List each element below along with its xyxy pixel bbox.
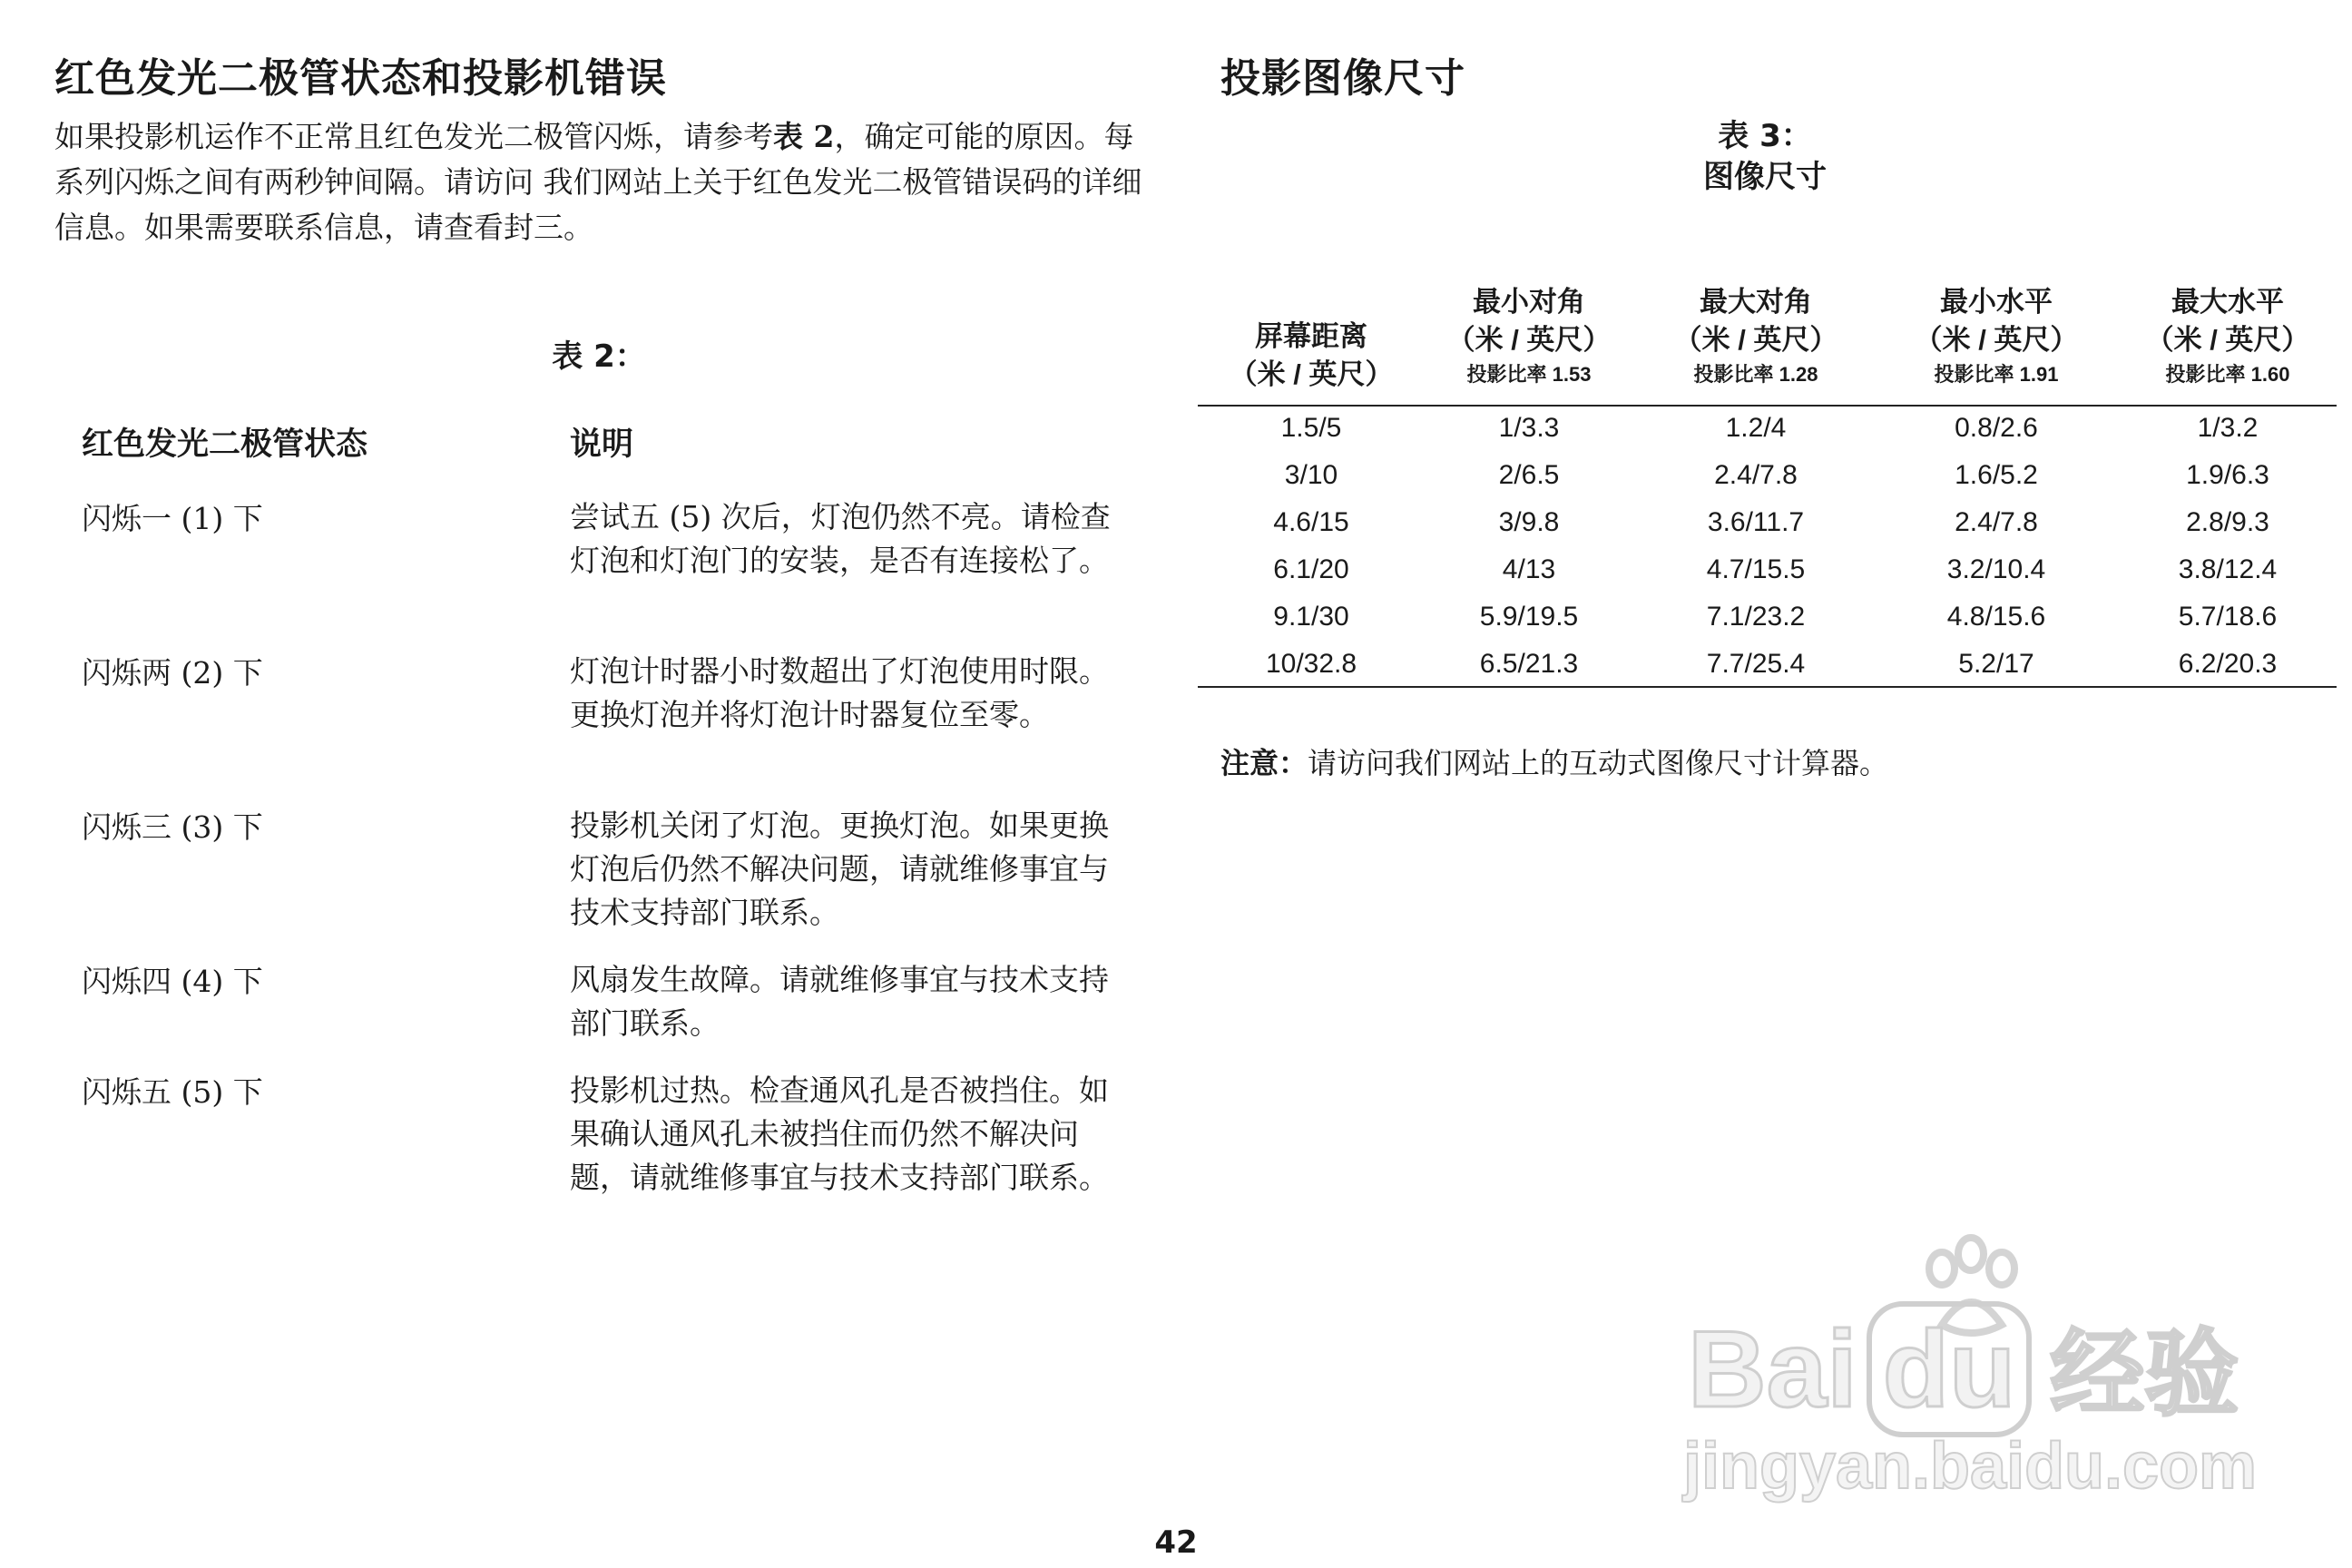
table3-cell: 5.7/18.6 xyxy=(2178,602,2278,632)
intro-text-after: ，确定可能的原因。每系列闪烁之间有两秒钟间隔。请访问 我们网站上关于红色发光二极管错误码的详细信息。如果需要联系信息，请查看封三。 xyxy=(54,119,1142,245)
watermark-brand-cn: 经验 xyxy=(2050,1322,2239,1427)
table3-header-min-diag xyxy=(1416,283,1642,390)
table2-row-desc: 尝试五 (5) 次后，灯泡仍然不亮。请检查灯泡和灯泡门的安装，是否有连接松了。 xyxy=(570,499,1111,578)
table2-row-desc: 风扇发生故障。请就维修事宜与技术支持部门联系。 xyxy=(570,962,1109,1041)
table3-cell: 1/3.3 xyxy=(1498,413,1560,443)
watermark-brand xyxy=(1688,1298,2239,1437)
table3-cell: 1.9/6.3 xyxy=(2186,460,2269,490)
table3-cell: 4.8/15.6 xyxy=(1946,602,2046,632)
watermark-url: jingyan.baidu.com xyxy=(1683,1430,2258,1503)
table3-cell: 10/32.8 xyxy=(1265,649,1357,679)
intro-table-ref: 表 2 xyxy=(773,119,835,154)
table3-cell: 2/6.5 xyxy=(1498,460,1560,490)
table3-cell: 9.1/30 xyxy=(1273,602,1349,632)
watermark-brand-du: du xyxy=(1867,1301,2033,1437)
table3-header-max-horiz xyxy=(2114,283,2341,390)
page-number: 42 xyxy=(1154,1524,1198,1561)
note-text: 请访问我们网站上的互动式图像尺寸计算器。 xyxy=(1308,746,1889,780)
table3-header-min-horiz xyxy=(1883,283,2110,390)
section-heading-image-size: 投影图像尺寸 xyxy=(1220,55,1465,102)
table3-cell: 4.6/15 xyxy=(1273,507,1349,537)
table3-header-distance xyxy=(1198,318,1425,394)
header-line2: （米 / 英尺） xyxy=(2145,324,2310,356)
watermark-brand-bai: Bai xyxy=(1688,1308,1857,1430)
header-line1: 最大对角 xyxy=(1700,286,1812,318)
intro-paragraph xyxy=(54,114,1152,250)
header-ratio: 投影比率 1.53 xyxy=(1466,363,1592,386)
table3-cell: 6.2/20.3 xyxy=(2178,649,2278,679)
table3-caption-1: 表 3： xyxy=(1718,118,1812,154)
table3-cell: 1.2/4 xyxy=(1725,413,1787,443)
header-ratio: 投影比率 1.91 xyxy=(1934,363,2059,386)
table2-row-status: 闪烁四 (4) 下 xyxy=(82,964,263,999)
table3-cell: 2.4/7.8 xyxy=(1714,460,1798,490)
table3-cell: 1.6/5.2 xyxy=(1955,460,2038,490)
table3-cell: 2.4/7.8 xyxy=(1955,507,2038,537)
header-line2: （米 / 英尺） xyxy=(1229,358,1394,390)
table3-cell: 4.7/15.5 xyxy=(1706,554,1806,584)
header-line2: （米 / 英尺） xyxy=(1446,324,1612,356)
header-ratio: 投影比率 1.60 xyxy=(2165,363,2290,386)
table3-cell: 7.1/23.2 xyxy=(1706,602,1806,632)
table3-cell: 0.8/2.6 xyxy=(1955,413,2038,443)
header-ratio: 投影比率 1.28 xyxy=(1693,363,1818,386)
table3-cell: 4/13 xyxy=(1502,554,1556,584)
table3-cell: 5.2/17 xyxy=(1958,649,2034,679)
table2-header-status: 红色发光二极管状态 xyxy=(82,426,368,463)
table3-cell: 7.7/25.4 xyxy=(1706,649,1806,679)
table3-cell: 6.5/21.3 xyxy=(1479,649,1579,679)
table2-row-status: 闪烁五 (5) 下 xyxy=(82,1074,263,1110)
table3-cell: 3.2/10.4 xyxy=(1946,554,2046,584)
header-line1: 最大水平 xyxy=(2171,286,2284,318)
intro-text-before: 如果投影机运作不正常且红色发光二极管闪烁，请参考 xyxy=(54,119,773,154)
table3-cell: 1/3.2 xyxy=(2197,413,2259,443)
table2-row-desc: 投影机过热。检查通风孔是否被挡住。如果确认通风孔未被挡住而仍然不解决问题，请就维修事宜与技术支持部门联系。 xyxy=(570,1073,1109,1195)
table2-row-status: 闪烁一 (1) 下 xyxy=(82,501,263,536)
table3-cell: 1.5/5 xyxy=(1280,413,1342,443)
note-label: 注意： xyxy=(1220,746,1308,780)
header-line1: 屏幕距离 xyxy=(1255,320,1367,352)
note xyxy=(1220,740,1888,782)
table3-caption-2: 图像尺寸 xyxy=(1703,159,1827,195)
table3-bottom-rule xyxy=(1198,686,2337,688)
section-heading-led: 红色发光二极管状态和投影机错误 xyxy=(54,55,667,102)
table3-cell: 3.8/12.4 xyxy=(2178,554,2278,584)
table3-cell: 3.6/11.7 xyxy=(1707,507,1805,537)
header-line2: （米 / 英尺） xyxy=(1914,324,2079,356)
header-line2: （米 / 英尺） xyxy=(1673,324,1838,356)
table3-cell: 3/10 xyxy=(1284,460,1338,490)
table3-cell: 6.1/20 xyxy=(1273,554,1349,584)
table3-cell: 3/9.8 xyxy=(1498,507,1560,537)
table2-caption: 表 2： xyxy=(552,338,646,375)
table3-header-max-diag xyxy=(1642,283,1869,390)
table2-row-status: 闪烁三 (3) 下 xyxy=(82,809,263,845)
table2-row-status: 闪烁两 (2) 下 xyxy=(82,655,263,691)
header-line1: 最小水平 xyxy=(1940,286,2053,318)
table2-header-desc: 说明 xyxy=(570,426,634,463)
table2-row-desc: 投影机关闭了灯泡。更换灯泡。如果更换灯泡后仍然不解决问题，请就维修事宜与技术支持部门联系。 xyxy=(570,808,1109,930)
header-line1: 最小对角 xyxy=(1473,286,1585,318)
table3-cell: 2.8/9.3 xyxy=(2186,507,2269,537)
table3-header-rule xyxy=(1198,405,2337,407)
table2-row-desc: 灯泡计时器小时数超出了灯泡使用时限。更换灯泡并将灯泡计时器复位至零。 xyxy=(570,653,1109,732)
table3-cell: 5.9/19.5 xyxy=(1479,602,1579,632)
